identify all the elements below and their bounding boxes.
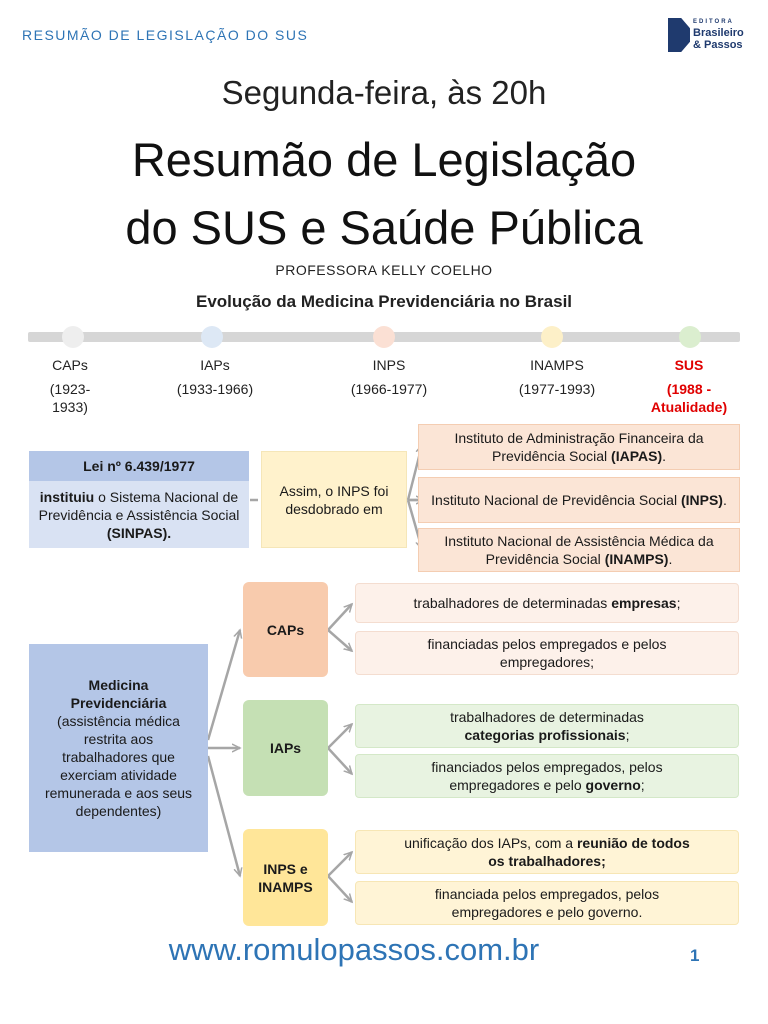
group-inps-inamps (243, 829, 328, 926)
timeline-name: INAMPS (530, 357, 584, 373)
split-box: Assim, o INPS foi desdobrado em (261, 451, 407, 548)
institute-inps-text: Instituto Nacional de Previdência Social (431, 492, 681, 508)
medicina-box (29, 644, 208, 852)
caps-item-1-text: trabalhadores de determinadas (413, 595, 612, 611)
inps-item-2 (355, 881, 739, 925)
arrow-iaps-1 (328, 724, 352, 748)
timeline-period: (1988 - Atualidade) (650, 381, 728, 415)
arrow-caps-2 (328, 630, 352, 651)
logo-line1: EDITORA (693, 19, 734, 25)
caps-item-2 (355, 631, 739, 675)
page-number: 1 (690, 946, 700, 965)
timeline-period: (1933-1966) (176, 381, 254, 397)
timeline-name: INPS (372, 357, 406, 373)
institute-inps-acronym: (INPS) (680, 492, 723, 508)
law-head: Lei nº 6.439/1977 (29, 451, 249, 481)
footer-url[interactable]: www.romulopassos.com.br (168, 932, 540, 967)
institute-iapas (418, 424, 740, 470)
inps-item-1 (355, 830, 739, 874)
institute-inps-end: . (722, 492, 727, 508)
inps-item-1-text: unificação dos IAPs, com a (404, 835, 577, 851)
institute-inamps-text: Instituto Nacional de Assistência Médica da Previdência Social (444, 533, 714, 567)
group-inps-inamps-label: INPS e INAMPS (258, 860, 313, 895)
medicina-title: Medicina Previdenciária (70, 677, 167, 711)
iaps-item-1-text: trabalhadores de determinadas (450, 709, 644, 725)
iaps-item-1-bold: categorias profissionais (464, 727, 626, 743)
arrow-to-inps-inamps (208, 756, 240, 876)
timeline-period: (1923- 1933) (49, 381, 91, 415)
inps-item-1-bold: reunião de todos os trabalhadores; (488, 835, 690, 869)
professor-name: PROFESSORA KELLY COELHO (275, 262, 493, 278)
institute-inamps (418, 528, 740, 572)
caps-item-2-text: financiadas pelos empregados e pelos empregadores; (427, 636, 667, 670)
institute-iapas-text: Instituto de Administração Financeira da Previdência Social (454, 430, 704, 464)
arrow-to-caps (208, 630, 240, 740)
arrow-caps-1 (328, 604, 352, 630)
institute-inamps-end: . (668, 551, 673, 567)
institute-iapas-acronym: (IAPAS) (611, 448, 663, 464)
logo-line3: & Passos (693, 39, 743, 51)
timeline-period: (1977-1993) (518, 381, 596, 397)
law-text: o Sistema Nacional de Previdência e Assistência Social (38, 488, 240, 523)
institute-inamps-acronym: (INAMPS) (604, 551, 669, 567)
header-title: RESUMÃO DE LEGISLAÇÃO DO SUS (22, 27, 309, 43)
institute-iapas-end: . (662, 448, 667, 464)
group-caps: CAPs (243, 582, 328, 677)
institute-inps (418, 477, 740, 523)
iaps-item-2 (355, 754, 739, 798)
iaps-item-1 (355, 704, 739, 748)
group-iaps: IAPs (243, 700, 328, 796)
title-line2: do SUS e Saúde Pública (125, 201, 643, 254)
iaps-item-2-text: financiados pelos empregados, pelos empregadores e pelo (431, 759, 663, 793)
iaps-item-2-bold: governo (585, 777, 641, 793)
law-bold: instituiu (39, 488, 95, 505)
medicina-text: (assistência médica restrita aos trabalhadores que exerciam atividade remunerada e aos seus dependentes) (44, 713, 193, 819)
inps-item-2-text: financiada pelos empregados, pelos empregadores e pelo governo. (434, 886, 660, 920)
timeline-name: SUS (674, 357, 704, 373)
caps-item-1-end: ; (676, 595, 681, 611)
law-body (29, 481, 249, 548)
arrow-inps-2 (328, 876, 352, 902)
logo-line2: Brasileiro (693, 27, 744, 39)
iaps-item-2-end: ; (640, 777, 645, 793)
subtitle: Segunda-feira, às 20h (221, 74, 547, 111)
iaps-item-1-end: ; (625, 727, 630, 743)
caps-item-1 (355, 583, 739, 623)
arrow-inps-1 (328, 852, 352, 876)
timeline-name: IAPs (200, 357, 230, 373)
caps-item-1-bold: empresas (611, 595, 677, 611)
section-title: Evolução da Medicina Previdenciária no Brasil (195, 292, 573, 311)
timeline-name: CAPs (52, 357, 88, 373)
timeline-period: (1966-1977) (350, 381, 428, 397)
arrow-iaps-2 (328, 748, 352, 774)
title-line1: Resumão de Legislação (131, 133, 637, 186)
law-acronym: (SINPAS). (106, 524, 172, 541)
